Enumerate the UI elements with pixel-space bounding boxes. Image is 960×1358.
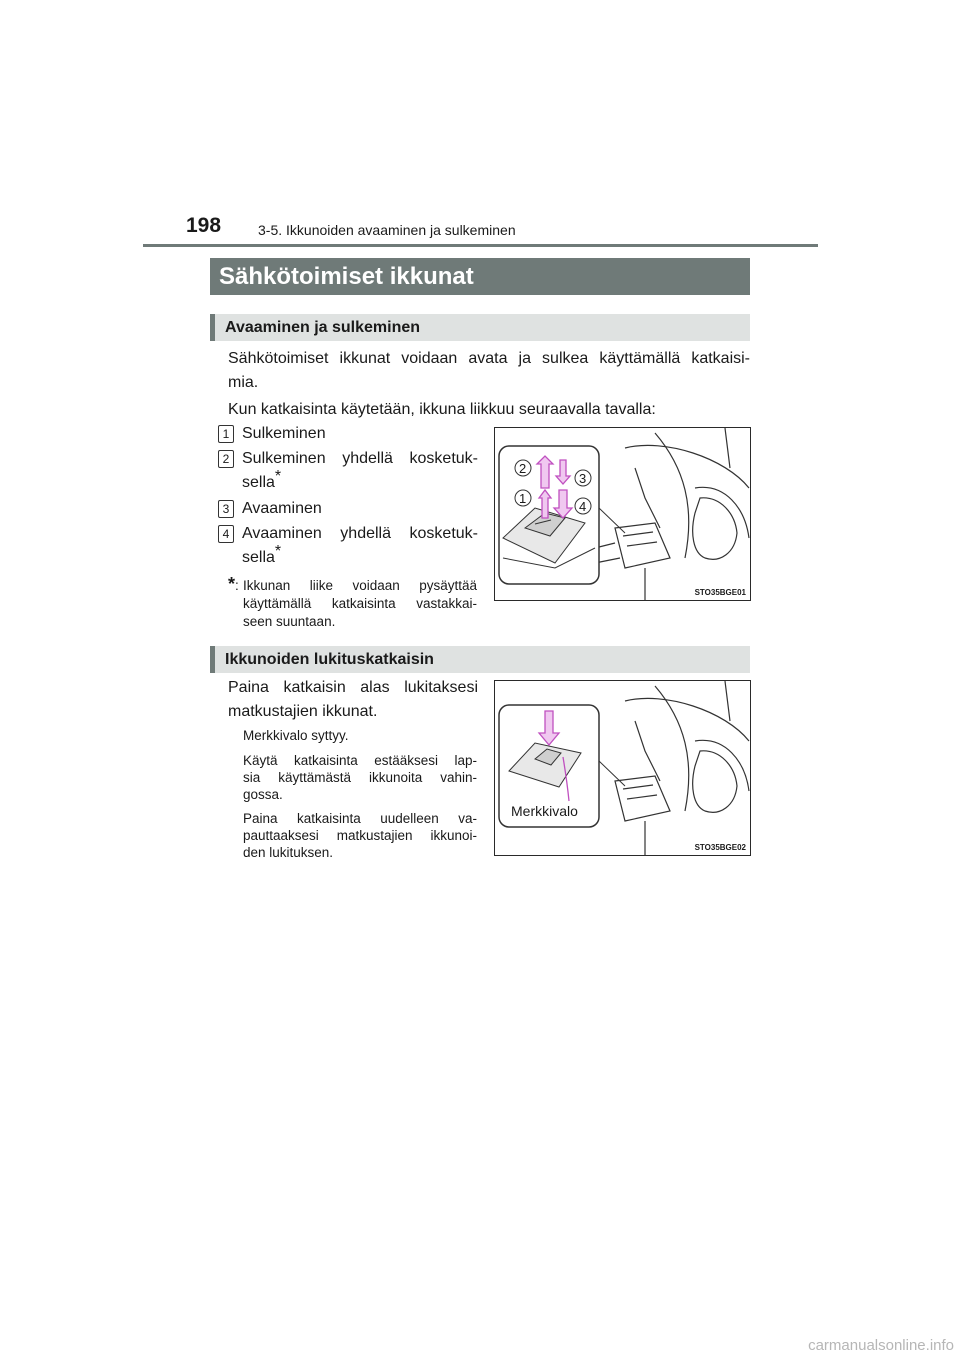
figure-lock-switch: [494, 680, 751, 856]
main-heading: Sähkötoimiset ikkunat: [210, 258, 750, 295]
header-rule: [143, 244, 818, 247]
note-2-line2: sia käyttämästä ikkunoita vahin-: [243, 770, 477, 785]
figure-code: STO35BGE02: [694, 843, 746, 852]
note-2-line1: Käytä katkaisinta estääksesi lap-: [243, 753, 477, 768]
indicator-label: Merkkivalo: [511, 803, 578, 819]
figure-label: 1: [519, 491, 527, 506]
step-number-badge: 1: [218, 425, 234, 443]
footnote-line3: seen suuntaan.: [243, 614, 336, 629]
step-3-label: Avaaminen: [242, 500, 322, 517]
lead-text: Kun katkaisinta käytetään, ikkuna liikkuu seuraavalla tavalla:: [228, 401, 656, 418]
asterisk-marker: *: [274, 543, 282, 560]
step-4-label-line1: Avaaminen yhdellä kosketuk-: [242, 525, 478, 542]
figure-window-switch: [494, 427, 751, 601]
footnote-line1: Ikkunan liike voidaan pysäyttää: [243, 578, 477, 593]
steps-list: [214, 425, 478, 575]
footnote-star: *: [228, 574, 236, 594]
figure-label: 4: [579, 499, 587, 514]
note-1: Merkkivalo syttyy.: [243, 728, 349, 743]
asterisk-marker: *: [274, 468, 282, 485]
chapter-title: 3-5. Ikkunoiden avaaminen ja sulkeminen: [258, 222, 516, 238]
step-1-label: Sulkeminen: [242, 425, 326, 442]
watermark: carmanualsonline.info: [808, 1337, 954, 1354]
note-2-line3: gossa.: [243, 787, 283, 802]
section-heading-bar: [210, 646, 215, 673]
footnote-colon: :: [235, 578, 239, 593]
note-3-line2: pauttaaksesi matkustajien ikkunoi-: [243, 828, 477, 843]
section-heading-opening: [210, 314, 750, 341]
figure-label: 3: [579, 471, 587, 486]
section-heading-lock: [210, 646, 750, 673]
step-4-label-line2: [242, 543, 282, 570]
note-3-line3: den lukituksen.: [243, 845, 334, 860]
step-number-badge: 2: [218, 450, 234, 468]
lock-text-line2: matkustajien ikkunat.: [228, 703, 378, 720]
step-2-label-text: sella: [242, 474, 275, 491]
step-2-label-line2: [242, 468, 282, 495]
intro-text-line1: Sähkötoimiset ikkunat voidaan avata ja sulkea käyttämällä katkaisi-: [228, 350, 750, 367]
step-number-badge: 4: [218, 525, 234, 543]
page-number: 198: [186, 214, 222, 237]
step-number-badge: 3: [218, 500, 234, 518]
figure-window-switch-illustration: [495, 428, 750, 600]
section-heading-label: Ikkunoiden lukituskatkaisin: [225, 651, 434, 668]
step-2-label-line1: Sulkeminen yhdellä kosketuk-: [242, 450, 478, 467]
step-4-label-text: sella: [242, 549, 275, 566]
note-3-line1: Paina katkaisinta uudelleen va-: [243, 811, 477, 826]
section-heading-label: Avaaminen ja sulkeminen: [225, 319, 421, 336]
figure-code: STO35BGE01: [694, 588, 746, 597]
lock-text-line1: Paina katkaisin alas lukitaksesi: [228, 679, 478, 696]
section-heading-bar: [210, 314, 215, 341]
figure-label: 2: [519, 461, 527, 476]
figure-lock-switch-illustration: [495, 681, 750, 855]
intro-text-line2: mia.: [228, 374, 259, 391]
footnote-line2: käyttämällä katkaisinta vastakkai-: [243, 596, 477, 611]
